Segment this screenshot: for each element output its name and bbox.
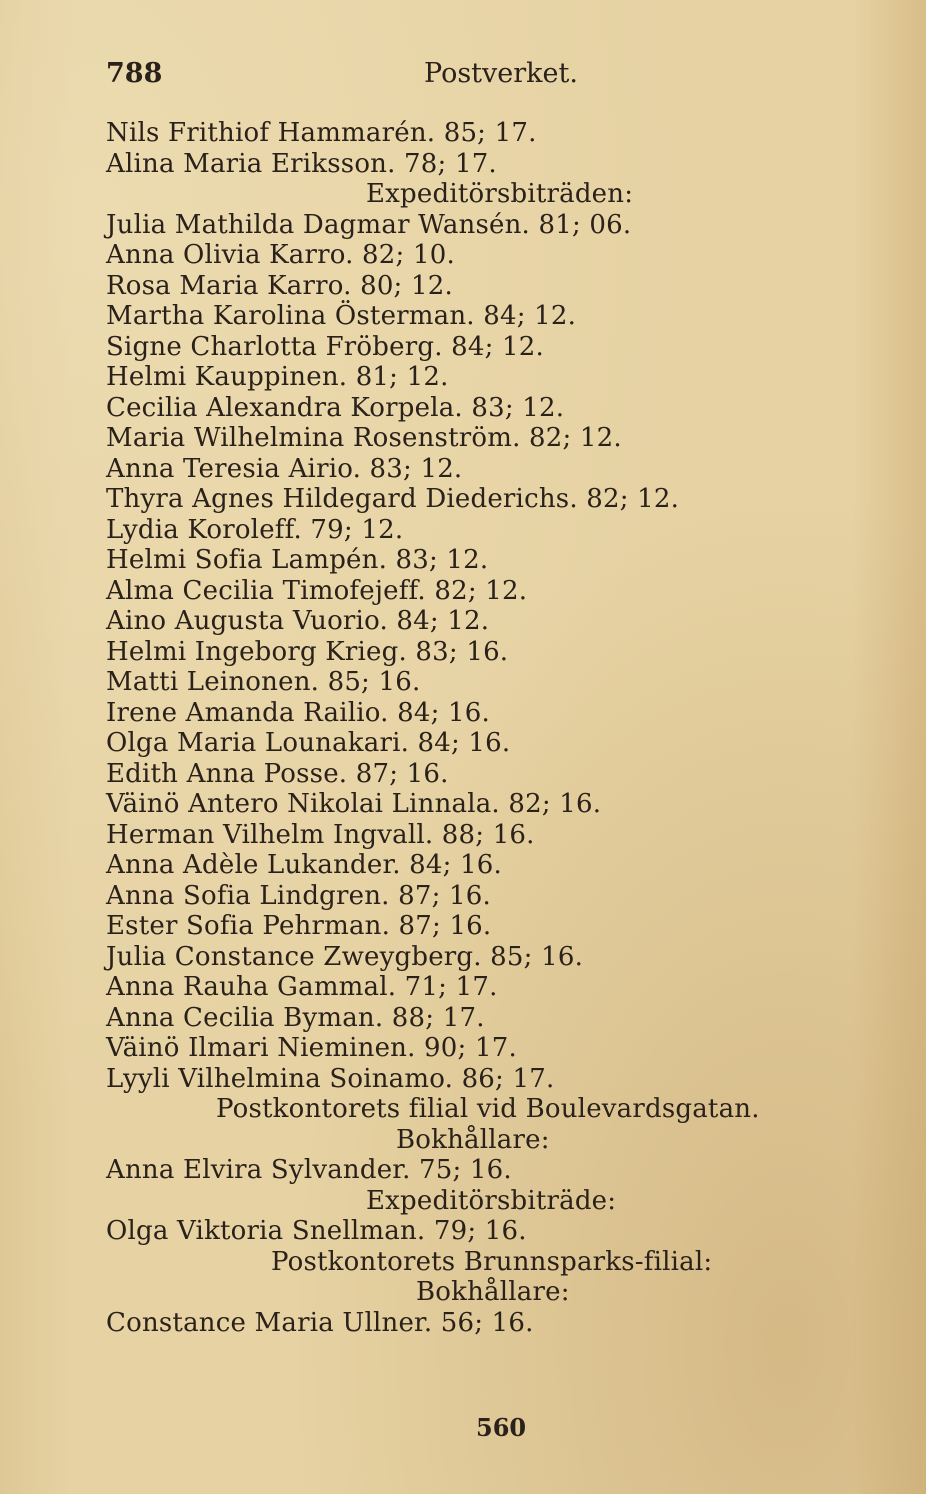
text-line: Herman Vilhelm Ingvall. 88; 16. [106, 819, 535, 850]
text-line: Alma Cecilia Timofejeff. 82; 12. [106, 575, 528, 606]
text-line: Anna Elvira Sylvander. 75; 16. [106, 1155, 512, 1185]
text-line: Irene Amanda Railio. 84; 16. [106, 697, 490, 728]
text-line: Nils Frithiof Hammarén. 85; 17. [106, 118, 537, 148]
text-line: Anna Adèle Lukander. 84; 16. [106, 850, 503, 880]
printer-signature: 560 [476, 1413, 527, 1442]
text-line: Thyra Agnes Hildegard Diederichs. 82; 12. [106, 484, 680, 514]
text-line: Anna Olivia Karro. 82; 10. [106, 240, 455, 270]
section-heading: Postkontorets Brunnsparks-filial: [271, 1246, 713, 1277]
text-line: Alina Maria Eriksson. 78; 17. [106, 148, 497, 179]
text-line: Maria Wilhelmina Rosenström. 82; 12. [106, 423, 622, 453]
text-line: Signe Charlotta Fröberg. 84; 12. [106, 331, 544, 362]
running-title: Postverket. [424, 58, 578, 89]
text-body [106, 118, 826, 1338]
text-line: Väinö Antero Nikolai Linnala. 82; 16. [106, 789, 602, 819]
text-line: Matti Leinonen. 85; 16. [106, 667, 421, 697]
text-line: Olga Viktoria Snellman. 79; 16. [106, 1216, 527, 1246]
section-heading: Postkontorets filial vid Boulevardsgatan. [216, 1094, 760, 1124]
text-line: Martha Karolina Österman. 84; 12. [106, 301, 577, 331]
text-line: Cecilia Alexandra Korpela. 83; 12. [106, 392, 565, 423]
subsection-heading: Bokhållare: [416, 1277, 570, 1307]
text-line: Constance Maria Ullner. 56; 16. [106, 1307, 534, 1338]
page-number: 788 [106, 58, 163, 89]
text-line: Aino Augusta Vuorio. 84; 12. [106, 606, 490, 636]
section-heading: Expeditörsbiträden: [366, 179, 634, 209]
text-line: Rosa Maria Karro. 80; 12. [106, 270, 453, 301]
text-line: Helmi Kauppinen. 81; 12. [106, 362, 449, 392]
text-line: Anna Teresia Airio. 83; 12. [106, 453, 463, 484]
text-line: Julia Mathilda Dagmar Wansén. 81; 06. [106, 209, 632, 240]
text-line: Anna Sofia Lindgren. 87; 16. [106, 880, 491, 911]
text-line: Lydia Koroleff. 79; 12. [106, 514, 404, 545]
text-line: Ester Sofia Pehrman. 87; 16. [106, 911, 492, 941]
text-line: Anna Rauha Gammal. 71; 17. [106, 972, 498, 1002]
subsection-heading: Expeditörsbiträde: [366, 1185, 617, 1216]
text-line: Anna Cecilia Byman. 88; 17. [106, 1002, 485, 1033]
text-line: Julia Constance Zweygberg. 85; 16. [106, 941, 584, 972]
subsection-heading: Bokhållare: [396, 1124, 550, 1155]
text-line: Olga Maria Lounakari. 84; 16. [106, 728, 511, 758]
text-line: Helmi Sofia Lampén. 83; 12. [106, 545, 489, 575]
text-line: Väinö Ilmari Nieminen. 90; 17. [106, 1033, 517, 1063]
text-line: Lyyli Vilhelmina Soinamo. 86; 17. [106, 1063, 555, 1094]
text-line: Helmi Ingeborg Krieg. 83; 16. [106, 636, 509, 667]
text-line: Edith Anna Posse. 87; 16. [106, 758, 449, 789]
page-header [106, 58, 806, 98]
